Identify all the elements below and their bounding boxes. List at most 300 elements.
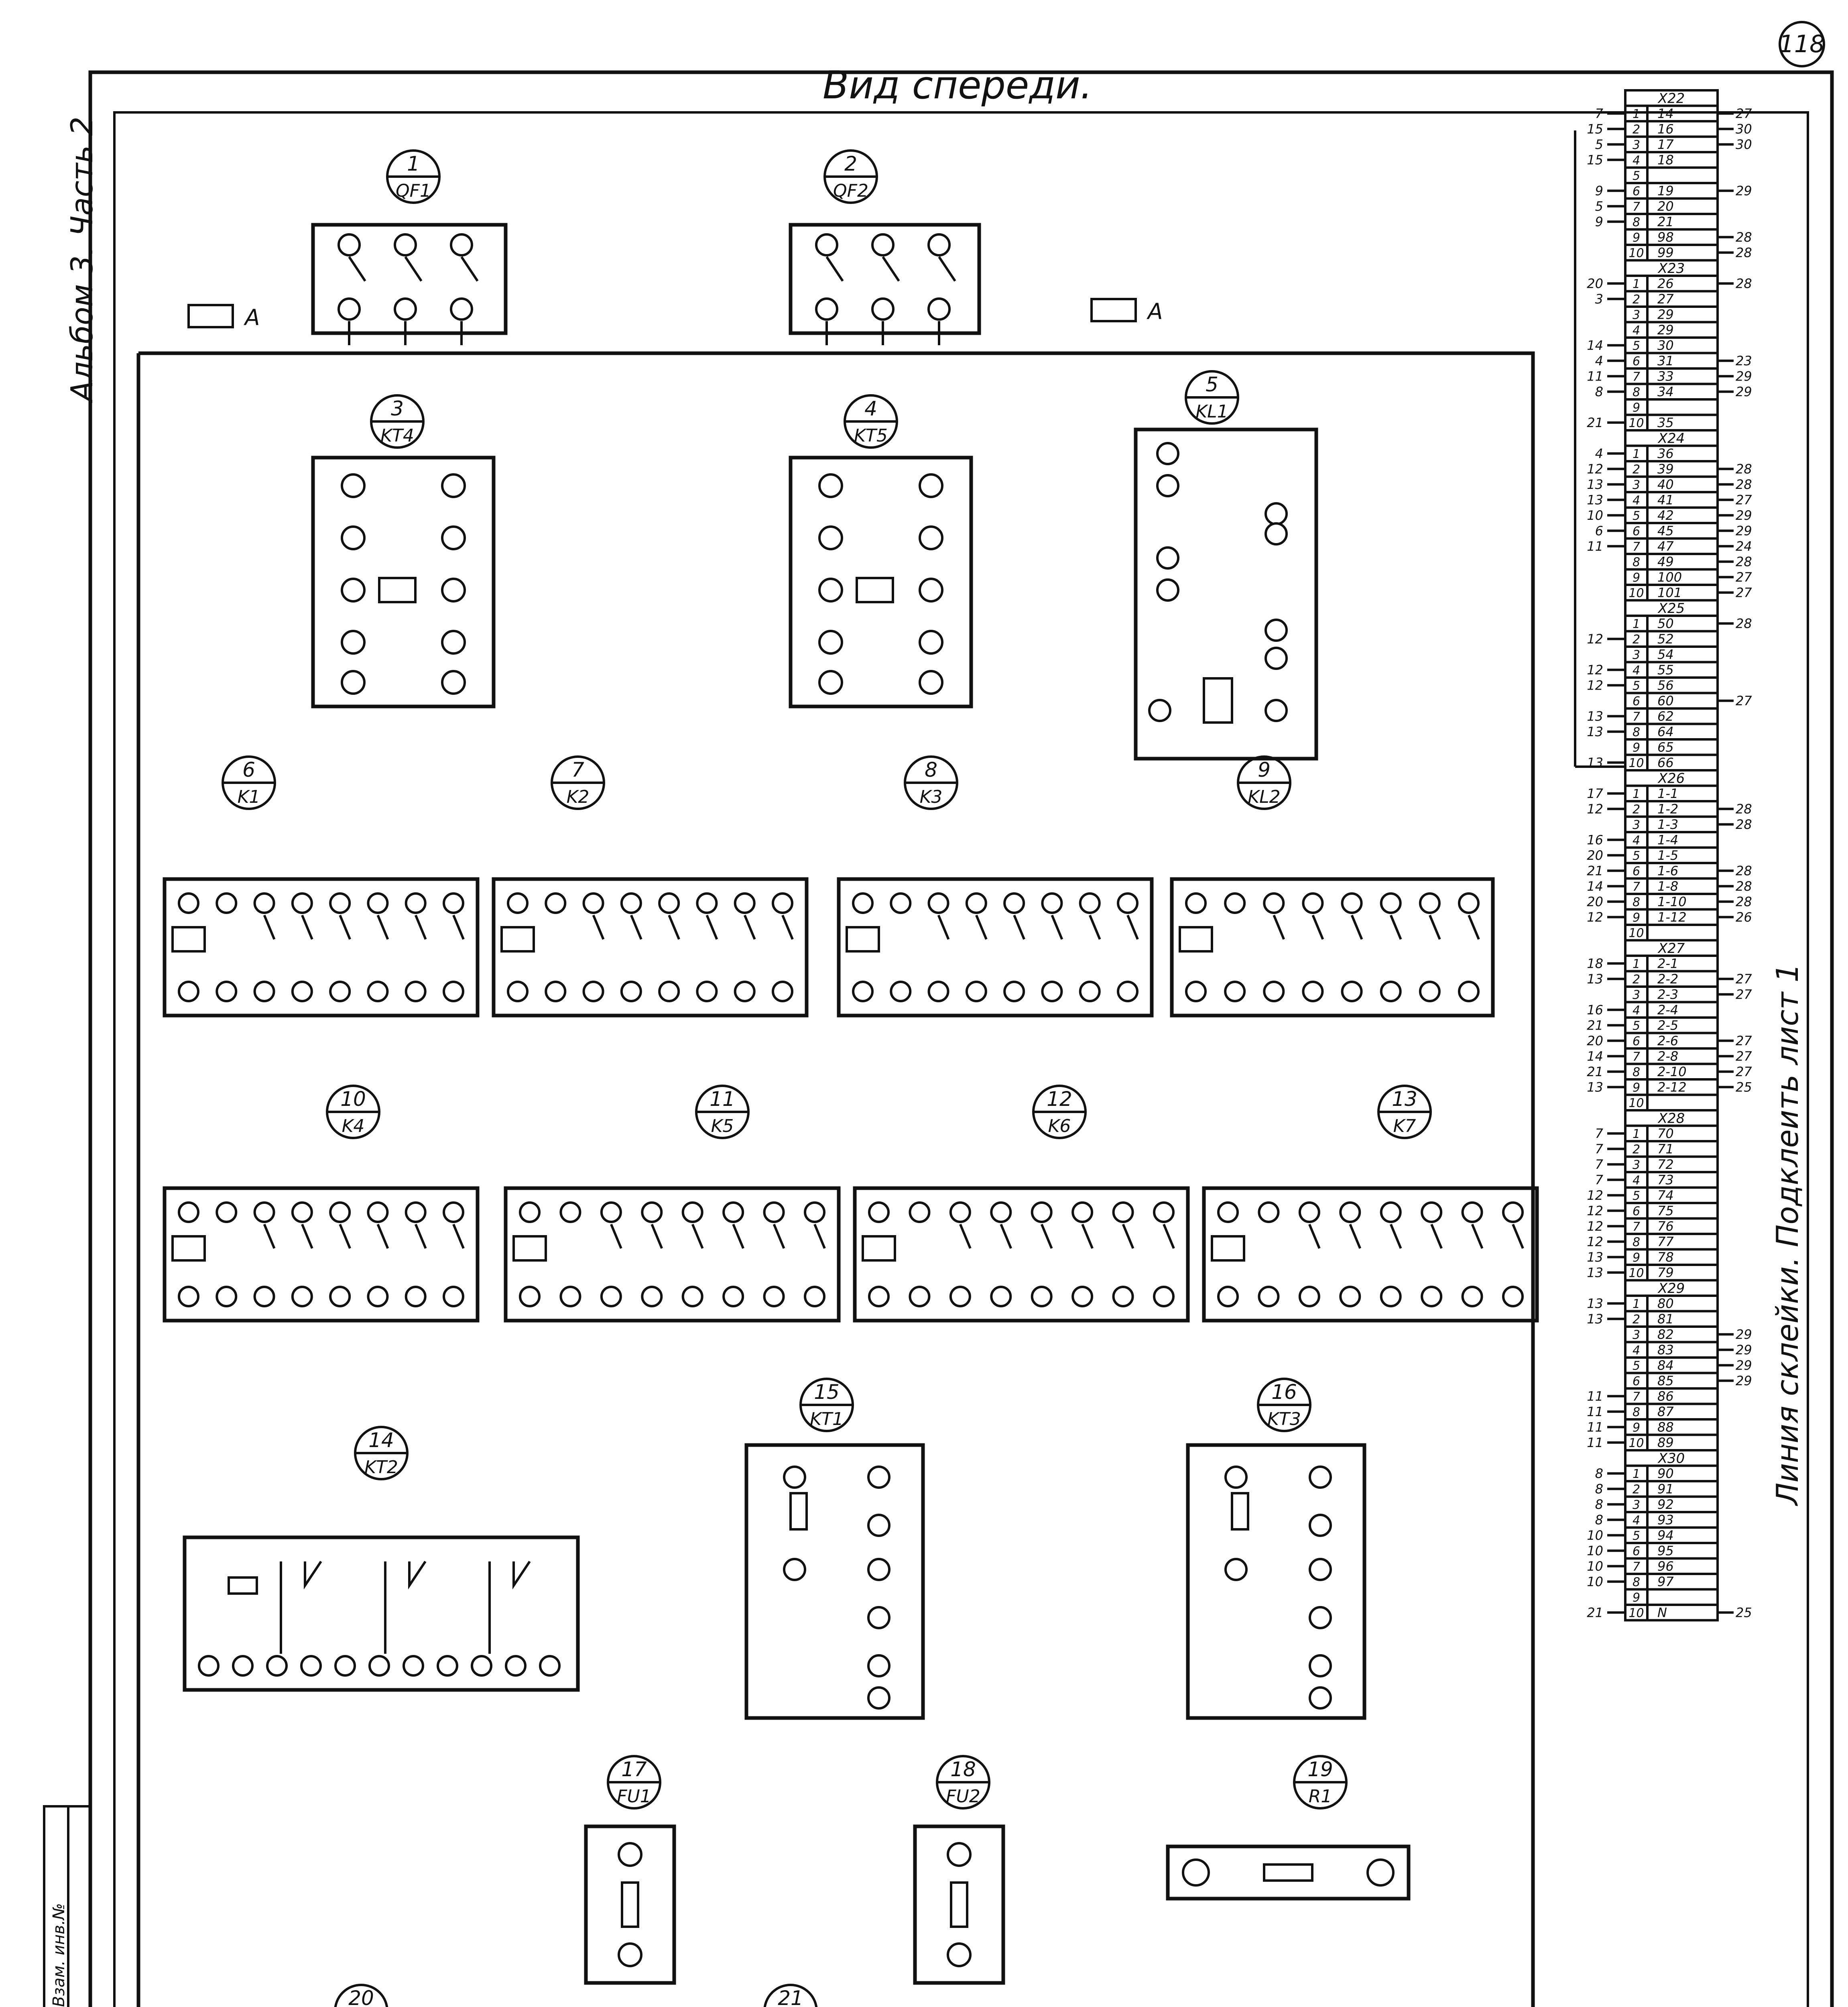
- terminal-wire: 96: [1657, 1559, 1674, 1574]
- terminal-wire: 97: [1657, 1574, 1674, 1590]
- terminal-icon: [1080, 982, 1100, 1001]
- terminal-row: [1587, 678, 1718, 693]
- terminal-number: 7: [1632, 710, 1641, 724]
- terminal-left-ref: 12: [1587, 1219, 1603, 1234]
- terminal-wire: 39: [1657, 461, 1674, 477]
- device-number: 16: [1271, 1380, 1297, 1404]
- terminal-icon: [442, 474, 465, 497]
- contact-icon: [1350, 1224, 1360, 1248]
- terminal-icon: [444, 982, 463, 1001]
- terminal-left-ref: 9: [1595, 183, 1603, 199]
- terminal-row: [1625, 585, 1752, 600]
- terminal-right-ref: 28: [1736, 245, 1752, 261]
- terminal-row: [1587, 848, 1718, 863]
- terminal-number: 1: [1632, 1297, 1641, 1311]
- inner-frame: [114, 112, 1808, 2007]
- terminal-left-ref: 13: [1587, 1265, 1603, 1280]
- terminal-icon: [342, 527, 364, 549]
- terminal-number: 8: [1632, 1405, 1641, 1419]
- terminal-icon: [1303, 982, 1322, 1001]
- contact-icon: [745, 915, 755, 939]
- terminal-left-ref: 5: [1595, 137, 1603, 152]
- terminal-icon: [339, 299, 360, 320]
- terminal-icon: [697, 982, 716, 1001]
- device-number: 2: [844, 152, 857, 175]
- terminal-icon: [1114, 1287, 1133, 1306]
- terminal-number: 4: [1632, 1173, 1641, 1188]
- terminal-wire: 99: [1657, 245, 1674, 261]
- terminal-wire: 76: [1657, 1219, 1674, 1234]
- terminal-icon: [1463, 1203, 1482, 1222]
- timed-contact-icon: [385, 1561, 425, 1654]
- terminal-number: 2: [1632, 1482, 1641, 1497]
- terminal-icon: [368, 1287, 387, 1306]
- terminal-wire: 89: [1657, 1435, 1674, 1450]
- terminal-number: 1: [1632, 1127, 1641, 1141]
- terminal-left-ref: 10: [1587, 1559, 1603, 1574]
- wire-tag-1-label: A: [245, 305, 260, 330]
- device-enclosure: [1188, 1445, 1364, 1718]
- terminal-wire: 17: [1657, 137, 1674, 152]
- terminal-number: 5: [1632, 679, 1641, 693]
- terminal-number: 5: [1632, 1189, 1641, 1203]
- terminal-icon: [1310, 1467, 1331, 1488]
- terminal-right-ref: 29: [1736, 1327, 1752, 1342]
- terminal-row: [1625, 1327, 1752, 1342]
- terminal-icon: [910, 1287, 929, 1306]
- terminal-row: [1587, 1064, 1752, 1080]
- terminal-number: 2: [1632, 122, 1641, 137]
- terminal-wire: 64: [1657, 724, 1674, 739]
- terminal-row: [1587, 276, 1752, 291]
- terminal-number: 3: [1632, 138, 1641, 152]
- terminal-left-ref: 10: [1587, 508, 1603, 523]
- terminal-left-ref: 8: [1595, 1497, 1603, 1512]
- terminal-block-name: X24: [1658, 430, 1685, 447]
- device-name: KL2: [1248, 787, 1281, 807]
- terminal-row: [1587, 832, 1718, 848]
- terminal-icon: [951, 1203, 970, 1222]
- terminal-icon: [584, 894, 603, 913]
- terminal-value-cell: [1647, 925, 1718, 940]
- terminal-icon: [1264, 982, 1283, 1001]
- fuse-icon: [951, 1883, 967, 1927]
- terminal-number: 9: [1632, 231, 1641, 245]
- terminal-icon: [199, 1656, 218, 1675]
- device-enclosure: [855, 1188, 1188, 1321]
- terminal-icon: [546, 894, 565, 913]
- terminal-icon: [991, 1287, 1010, 1306]
- terminal-wire: 65: [1657, 739, 1674, 755]
- terminal-right-ref: 27: [1736, 693, 1752, 708]
- terminal-icon: [233, 1656, 252, 1675]
- terminal-right-ref: 25: [1736, 1605, 1752, 1620]
- terminal-right-ref: 28: [1736, 801, 1752, 817]
- terminal-left-ref: 10: [1587, 1543, 1603, 1559]
- terminal-left-ref: 20: [1587, 276, 1603, 291]
- device-name: KL1: [1195, 401, 1228, 422]
- device-number: 10: [340, 1087, 366, 1111]
- device-number: 4: [864, 397, 877, 420]
- terminal-wire: 83: [1657, 1342, 1674, 1358]
- terminal-left-ref: 12: [1587, 1234, 1603, 1250]
- terminal-icon: [1073, 1287, 1092, 1306]
- terminal-row: [1625, 1590, 1718, 1605]
- terminal-icon: [920, 631, 942, 653]
- terminal-icon: [1422, 1287, 1441, 1306]
- terminal-icon: [179, 982, 198, 1001]
- terminal-wire: 101: [1657, 585, 1682, 600]
- contact-icon: [264, 915, 274, 939]
- coil-icon: [502, 927, 534, 951]
- terminal-right-ref: 23: [1736, 353, 1752, 368]
- terminal-number: 3: [1632, 1328, 1641, 1342]
- contact-icon: [378, 1224, 388, 1248]
- terminal-icon: [1420, 894, 1439, 913]
- coil-icon: [791, 1493, 807, 1529]
- terminal-icon: [1118, 894, 1137, 913]
- terminal-left-ref: 17: [1587, 786, 1603, 801]
- terminal-icon: [442, 527, 465, 549]
- terminal-icon: [508, 894, 527, 913]
- contact-icon: [669, 915, 679, 939]
- terminal-number: 5: [1632, 169, 1641, 183]
- terminal-icon: [920, 671, 942, 694]
- terminal-number: 7: [1632, 880, 1641, 894]
- terminal-wire: 2-10: [1657, 1064, 1687, 1079]
- contact-icon: [815, 1224, 825, 1248]
- terminal-left-ref: 21: [1587, 1018, 1603, 1033]
- terminal-number: 7: [1632, 1050, 1641, 1064]
- terminal-icon: [683, 1287, 702, 1306]
- terminal-value-cell: [1647, 399, 1718, 415]
- terminal-icon: [179, 1203, 198, 1222]
- contact-icon: [1014, 915, 1024, 939]
- terminal-wire: 34: [1657, 384, 1674, 399]
- device-enclosure: [839, 879, 1152, 1016]
- terminal-number: 2: [1632, 802, 1641, 817]
- terminal-icon: [1420, 982, 1439, 1001]
- terminal-row: [1587, 492, 1752, 508]
- terminal-icon: [868, 1515, 889, 1536]
- terminal-row: [1587, 1018, 1718, 1033]
- terminal-wire: 14: [1657, 106, 1674, 121]
- terminal-icon: [1459, 894, 1478, 913]
- terminal-icon: [868, 1467, 889, 1488]
- terminal-icon: [891, 982, 910, 1001]
- terminal-left-ref: 3: [1595, 291, 1603, 307]
- contact-icon: [405, 257, 421, 281]
- terminal-icon: [472, 1656, 491, 1675]
- terminal-row: [1587, 956, 1718, 971]
- terminal-left-ref: 7: [1595, 1141, 1603, 1157]
- terminal-right-ref: 29: [1736, 508, 1752, 523]
- terminal-icon: [920, 474, 942, 497]
- terminal-left-ref: 13: [1587, 492, 1603, 508]
- terminal-block-x26: [1587, 770, 1752, 940]
- terminal-right-ref: 27: [1736, 570, 1752, 585]
- device-name: KT4: [380, 425, 414, 446]
- device-k3: [839, 757, 1152, 1016]
- terminal-icon: [508, 982, 527, 1001]
- terminal-icon: [368, 1203, 387, 1222]
- terminal-block-x28: [1587, 1110, 1718, 1280]
- terminal-icon: [451, 299, 472, 320]
- terminal-row: [1587, 1002, 1718, 1018]
- device-k5: [506, 1086, 839, 1321]
- contact-icon: [1469, 915, 1479, 939]
- device-km2: [666, 1985, 967, 2007]
- terminal-left-ref: 8: [1595, 384, 1603, 399]
- terminal-icon: [602, 1287, 621, 1306]
- terminal-icon: [1310, 1559, 1331, 1580]
- terminal-row: [1595, 137, 1752, 153]
- terminal-row: [1595, 523, 1752, 539]
- terminal-row: [1587, 1419, 1718, 1435]
- terminal-icon: [368, 982, 387, 1001]
- terminal-number: 4: [1632, 833, 1641, 848]
- terminal-value-cell: [1647, 1095, 1718, 1111]
- terminal-row: [1587, 1574, 1718, 1590]
- terminal-wire: 18: [1657, 152, 1674, 168]
- terminal-right-ref: 24: [1736, 539, 1752, 554]
- terminal-row: [1625, 1095, 1718, 1111]
- terminal-right-ref: 28: [1736, 863, 1752, 879]
- terminal-icon: [816, 234, 837, 255]
- terminal-row: [1595, 1126, 1718, 1142]
- contact-icon: [1472, 1224, 1482, 1248]
- device-kt4: [313, 395, 494, 706]
- terminal-number: 1: [1632, 447, 1641, 461]
- terminal-icon: [773, 894, 792, 913]
- device-kt2: [185, 1427, 578, 1690]
- terminal-wire: 56: [1657, 678, 1674, 693]
- terminal-right-ref: 28: [1736, 554, 1752, 570]
- terminal-icon: [217, 1203, 236, 1222]
- terminal-wire: 70: [1657, 1126, 1674, 1141]
- terminal-wire: 27: [1657, 291, 1674, 307]
- terminal-wire: 2-5: [1657, 1018, 1679, 1033]
- terminal-icon: [872, 299, 893, 320]
- terminal-icon: [255, 1203, 274, 1222]
- terminal-icon: [342, 474, 364, 497]
- terminal-wire: 82: [1657, 1327, 1674, 1342]
- terminal-wire: N: [1657, 1605, 1667, 1620]
- terminal-right-ref: 28: [1736, 817, 1752, 832]
- terminal-icon: [1342, 982, 1362, 1001]
- terminal-icon: [342, 671, 364, 694]
- contact-icon: [594, 915, 604, 939]
- terminal-left-ref: 8: [1595, 1512, 1603, 1528]
- terminal-wire: 35: [1657, 415, 1674, 430]
- terminal-wire: 36: [1657, 446, 1674, 461]
- contact-icon: [783, 915, 793, 939]
- terminal-number: 9: [1632, 1421, 1641, 1435]
- terminal-icon: [561, 1287, 580, 1306]
- terminal-icon: [819, 631, 842, 653]
- terminal-icon: [1300, 1203, 1319, 1222]
- terminal-icon: [335, 1656, 355, 1675]
- terminal-block-x30: [1587, 1450, 1752, 1620]
- terminal-icon: [584, 982, 603, 1001]
- terminal-icon: [330, 894, 350, 913]
- terminal-icon: [659, 894, 679, 913]
- terminal-block-name: X28: [1658, 1110, 1685, 1127]
- terminal-row: [1587, 971, 1752, 987]
- terminal-icon: [773, 982, 792, 1001]
- terminal-right-ref: 28: [1736, 461, 1752, 477]
- contact-icon: [1430, 915, 1440, 939]
- contact-icon: [939, 257, 955, 281]
- terminal-row: [1595, 291, 1718, 307]
- terminal-block-x29: [1587, 1280, 1752, 1451]
- terminal-block-x22: [1587, 90, 1752, 261]
- terminal-icon: [1303, 894, 1322, 913]
- terminal-icon: [179, 894, 198, 913]
- terminal-number: 6: [1632, 694, 1641, 708]
- contact-icon: [461, 257, 478, 281]
- terminal-right-ref: 30: [1736, 137, 1752, 152]
- terminal-icon: [929, 299, 949, 320]
- terminal-wire: 86: [1657, 1388, 1674, 1404]
- terminal-row: [1595, 353, 1752, 369]
- terminal-row: [1587, 1296, 1718, 1311]
- terminal-number: 4: [1632, 1004, 1641, 1018]
- terminal-left-ref: 12: [1587, 1203, 1603, 1219]
- terminal-right-ref: 29: [1736, 1358, 1752, 1373]
- device-number: 15: [814, 1380, 840, 1404]
- terminal-number: 8: [1632, 385, 1641, 399]
- terminal-number: 2: [1632, 462, 1641, 477]
- terminal-row: [1595, 183, 1752, 199]
- contact-icon: [1391, 915, 1401, 939]
- terminal-row: [1587, 1388, 1718, 1404]
- terminal-number: 8: [1632, 1065, 1641, 1079]
- terminal-icon: [891, 894, 910, 913]
- terminal-number: 6: [1632, 184, 1641, 199]
- terminal-icon: [217, 982, 236, 1001]
- terminal-icon: [991, 1203, 1010, 1222]
- contact-icon: [693, 1224, 703, 1248]
- terminal-icon: [1340, 1287, 1360, 1306]
- terminal-icon: [872, 234, 893, 255]
- device-name: QF1: [396, 181, 431, 201]
- terminal-row: [1587, 1265, 1718, 1280]
- terminal-number: 1: [1632, 617, 1641, 631]
- contact-icon: [707, 915, 717, 939]
- terminal-wire: 31: [1657, 353, 1674, 368]
- terminal-left-ref: 16: [1587, 832, 1603, 848]
- terminal-icon: [683, 1203, 702, 1222]
- terminal-number: 7: [1632, 1220, 1641, 1234]
- contact-icon: [827, 257, 843, 281]
- device-name: FU2: [946, 1786, 980, 1807]
- terminal-icon: [929, 234, 949, 255]
- device-number: 12: [1047, 1087, 1072, 1111]
- terminal-number: 6: [1632, 1204, 1641, 1219]
- terminal-number: 1: [1632, 107, 1641, 121]
- terminal-row: [1587, 338, 1718, 353]
- terminal-row: [1587, 1528, 1718, 1543]
- terminal-row: [1587, 1219, 1718, 1234]
- terminal-left-ref: 14: [1587, 1048, 1603, 1064]
- terminal-wire: 78: [1657, 1250, 1674, 1265]
- terminal-row: [1587, 786, 1718, 802]
- terminal-wire: 84: [1657, 1358, 1674, 1373]
- coil-icon: [173, 927, 205, 951]
- terminal-block-name: X27: [1658, 940, 1685, 957]
- contact-icon: [453, 1224, 464, 1248]
- terminal-icon: [819, 474, 842, 497]
- coil-icon: [1180, 927, 1212, 951]
- terminal-number: 3: [1632, 308, 1641, 322]
- coil-icon: [514, 1236, 546, 1260]
- terminal-number: 6: [1632, 1374, 1641, 1388]
- terminal-icon: [967, 982, 986, 1001]
- terminal-icon: [1503, 1203, 1523, 1222]
- terminal-wire: 74: [1657, 1188, 1674, 1203]
- device-name: FU1: [617, 1786, 651, 1807]
- terminal-right-ref: 29: [1736, 1373, 1752, 1388]
- terminal-icon: [1310, 1655, 1331, 1676]
- terminal-left-ref: 7: [1595, 1126, 1603, 1141]
- terminal-row: [1587, 755, 1718, 771]
- terminal-wire: 30: [1657, 338, 1674, 353]
- terminal-icon: [1310, 1687, 1331, 1708]
- contact-icon: [302, 915, 312, 939]
- terminal-right-ref: 29: [1736, 1342, 1752, 1358]
- contact-icon: [1274, 915, 1284, 939]
- terminal-block-name: X25: [1658, 600, 1685, 617]
- terminal-left-ref: 7: [1595, 106, 1603, 121]
- contact-icon: [1082, 1224, 1092, 1248]
- terminal-row: [1625, 168, 1718, 183]
- terminal-wire: 20: [1657, 199, 1674, 214]
- terminal-left-ref: 21: [1587, 1064, 1603, 1079]
- terminal-icon: [406, 1287, 425, 1306]
- terminal-icon: [659, 982, 679, 1001]
- terminal-left-ref: 6: [1595, 523, 1603, 539]
- terminal-number: 7: [1632, 1560, 1641, 1574]
- device-number: 19: [1307, 1758, 1333, 1781]
- terminal-left-ref: 21: [1587, 863, 1603, 879]
- terminal-row: [1625, 399, 1718, 415]
- terminal-icon: [520, 1203, 539, 1222]
- terminal-icon: [1463, 1287, 1482, 1306]
- terminal-wire: 94: [1657, 1528, 1674, 1543]
- terminal-number: 5: [1632, 339, 1641, 353]
- terminal-wire: 92: [1657, 1497, 1674, 1512]
- terminal-icon: [1310, 1515, 1331, 1536]
- terminal-wire: 100: [1657, 570, 1682, 585]
- terminal-row: [1587, 1559, 1718, 1574]
- terminal-wire: 85: [1657, 1373, 1674, 1388]
- terminal-wire: 21: [1657, 214, 1674, 230]
- device-enclosure: [165, 879, 478, 1016]
- terminal-icon: [1340, 1203, 1360, 1222]
- terminal-icon: [1266, 620, 1287, 641]
- terminal-number: 9: [1632, 911, 1641, 925]
- terminal-icon: [1149, 700, 1170, 721]
- device-name: K4: [342, 1116, 365, 1136]
- terminal-row: [1587, 801, 1752, 817]
- terminal-right-ref: 29: [1736, 384, 1752, 399]
- terminal-left-ref: 13: [1587, 1311, 1603, 1327]
- terminal-icon: [438, 1656, 457, 1675]
- terminal-row: [1625, 1342, 1752, 1358]
- terminal-icon: [330, 1203, 350, 1222]
- terminal-number: 2: [1632, 973, 1641, 987]
